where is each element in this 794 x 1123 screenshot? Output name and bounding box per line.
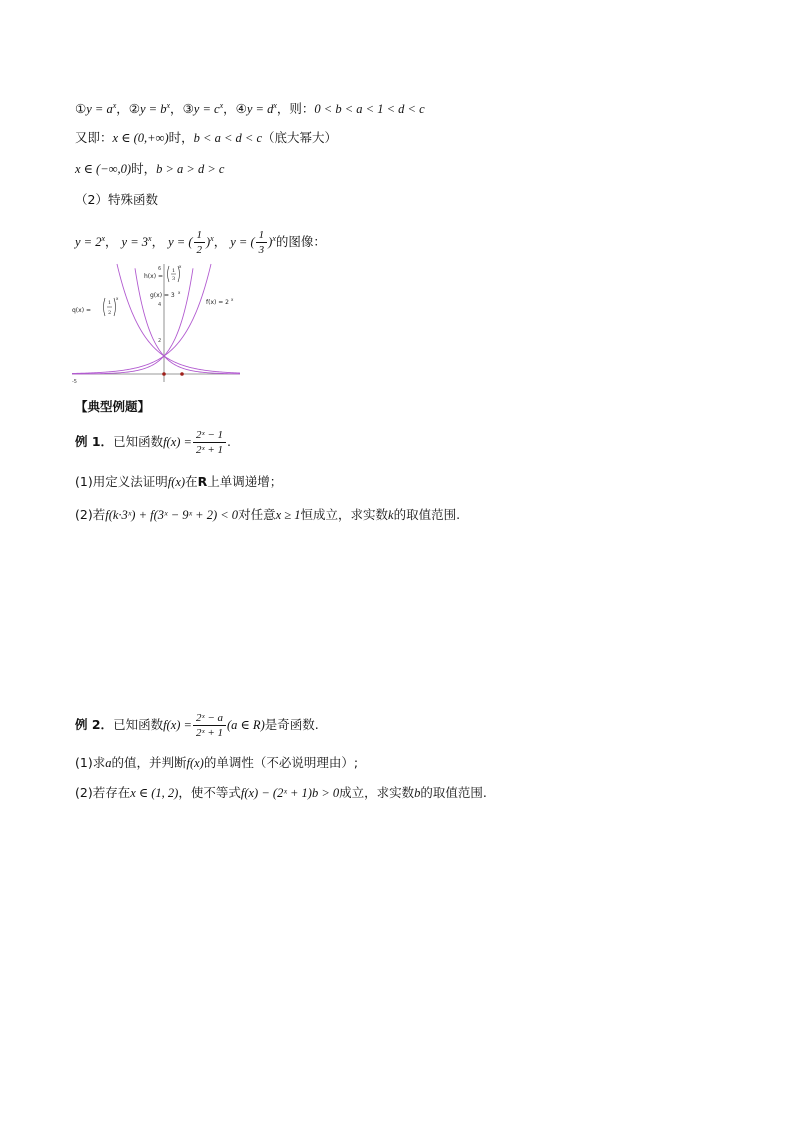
svg-text:x: x bbox=[231, 297, 234, 302]
section-title: 【典型例题】 bbox=[75, 399, 151, 414]
ex1-stem: 例 1．已知函数f(x) = $\frac{\text{2ˣ − 1}}{\text{2ˣ + 1}}$ . bbox=[75, 429, 231, 456]
label-h-num: 1 bbox=[172, 268, 176, 274]
label-q-den: 2 bbox=[108, 310, 112, 316]
label-q-num: 1 bbox=[108, 300, 112, 306]
svg-text:x: x bbox=[179, 264, 182, 269]
origin-point bbox=[162, 372, 166, 376]
label-h-den: 3 bbox=[172, 276, 176, 282]
intro-line-2: 又即：x ∈ (0,+∞)时，b < a < d < c（底大幂大） bbox=[75, 130, 338, 145]
ex1-part2: (2)若f(k·3ˣ) + f(3ˣ − 9ˣ + 2) < 0对任意x ≥ 1恒成立，求实数k的取值范围. bbox=[75, 507, 461, 522]
intro-line-1: ①y = $a^x$，②y = $b^x$，③y = $c^x$，④y = $d^x$，则：0 < b < a < 1 < d < c bbox=[75, 101, 425, 117]
tick-neg5: -5 bbox=[72, 379, 77, 384]
tick-6: 6 bbox=[158, 266, 162, 272]
label-g: g(x) = 3 bbox=[150, 292, 175, 299]
intro-line-5: $y = 2^x$， $y = 3^x$， y = ( $\frac{1}{2}$ )$^x$， y = ( $\frac{1}{3}$ )$^x$的图像： bbox=[75, 229, 326, 257]
curve-3-pow-x bbox=[72, 268, 193, 374]
intro-line-3: x ∈ (−∞,0)时，b > a > d > c bbox=[75, 161, 225, 176]
tick-4: 4 bbox=[158, 302, 162, 308]
svg-text:x: x bbox=[116, 296, 119, 301]
ex1-part1: (1)用定义法证明f(x)在R上单调递增； bbox=[75, 474, 283, 489]
ex1-fraction: $\frac{\text{2ˣ − 1}}{\text{2ˣ + 1}}$ bbox=[193, 428, 226, 457]
ex2-stem: 例 2．已知函数f(x) = $\frac{\text{2ˣ − a}}{\text{2ˣ + 1}}$ (a ∈ R)是奇函数. bbox=[75, 712, 319, 739]
ex2-fraction: $\frac{\text{2ˣ − a}}{\text{2ˣ + 1}}$ bbox=[193, 711, 226, 740]
axis-point bbox=[180, 372, 184, 376]
section-subtitle: （2）特殊函数 bbox=[75, 192, 158, 207]
ex2-part1: (1)求a的值，并判断f(x)的单调性（不必说明理由）; bbox=[75, 755, 359, 770]
label-h: h(x) = bbox=[144, 273, 163, 280]
curve-third-pow-x bbox=[135, 268, 240, 374]
label-f: f(x) = 2 bbox=[206, 299, 230, 306]
label-q: q(x) = bbox=[72, 307, 91, 314]
ex2-part2: (2)若存在x ∈ (1, 2)，使不等式f(x) − (2ˣ + 1)b > 0成立，求实数b的取值范围. bbox=[75, 785, 487, 800]
svg-text:x: x bbox=[178, 290, 181, 295]
curve-2-pow-x bbox=[72, 264, 211, 373]
exponential-graph bbox=[70, 262, 242, 384]
tick-2: 2 bbox=[158, 338, 162, 344]
